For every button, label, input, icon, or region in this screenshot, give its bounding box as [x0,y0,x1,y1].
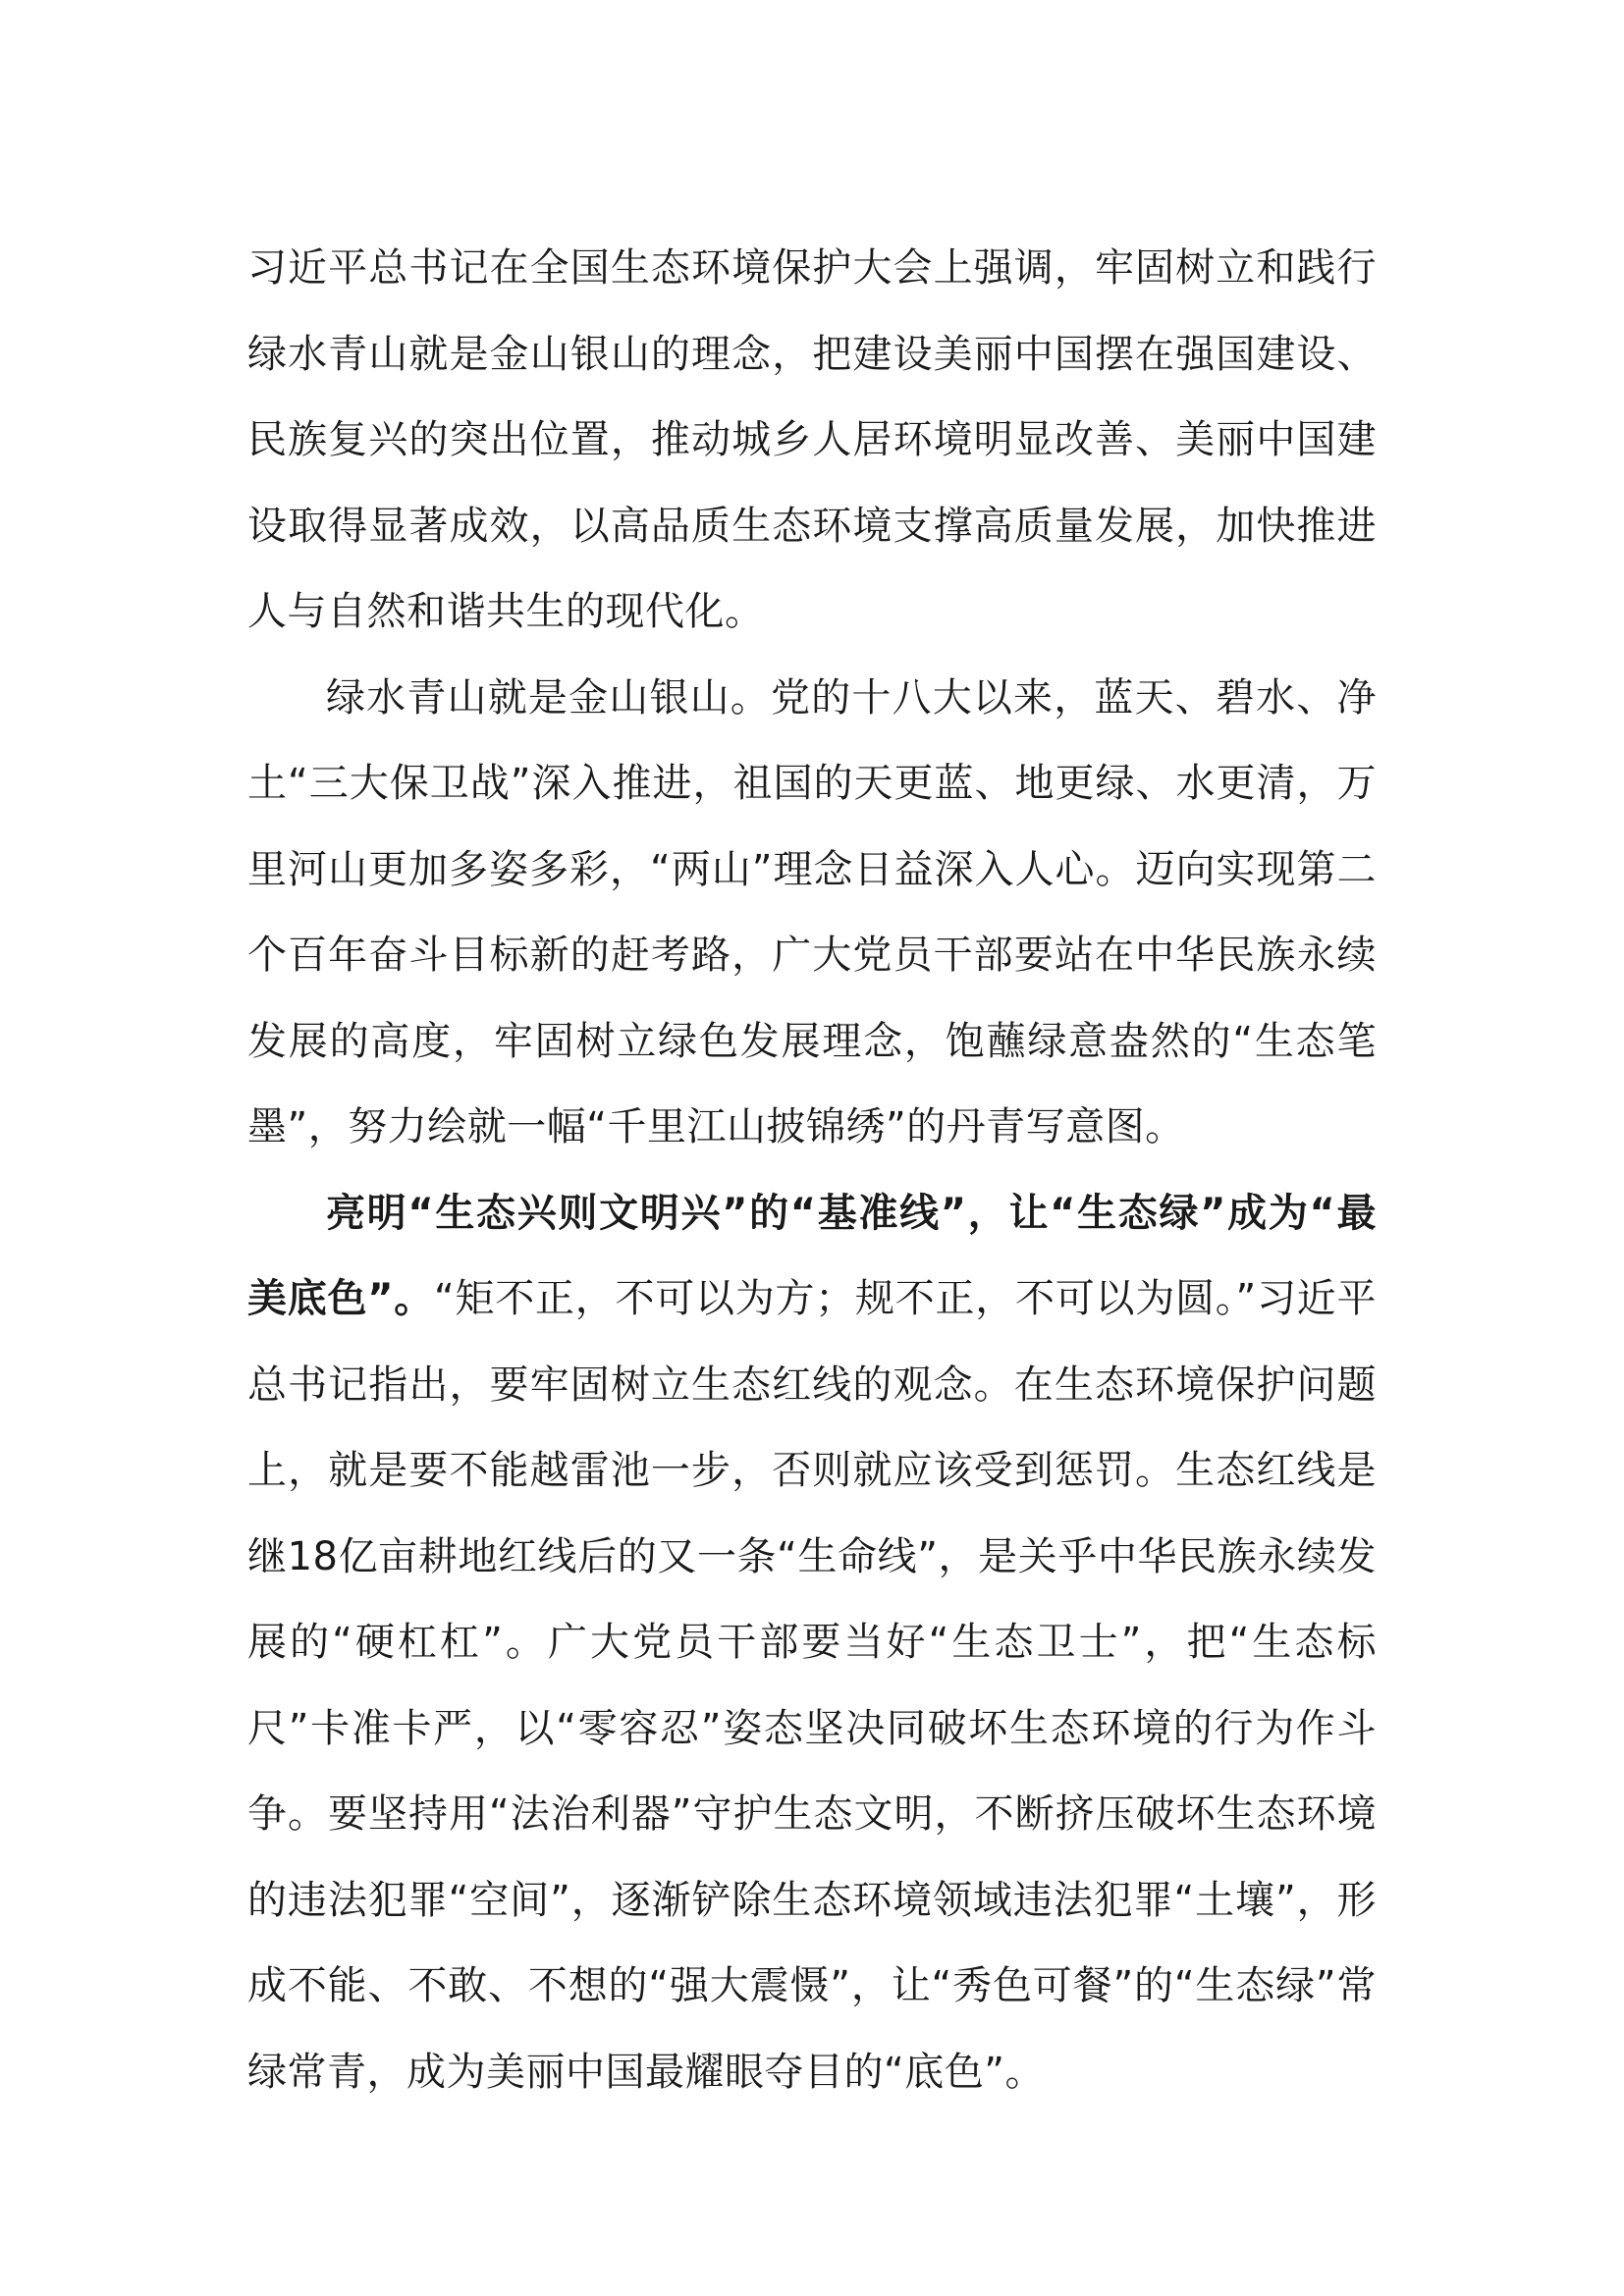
paragraph-intro [247,226,1377,656]
paragraph-green-mountains [247,656,1377,1171]
paragraph-baseline-lead: 亮明“生态兴则文明兴”的“基准线”，让“生态绿”成为“最美底色”。 [247,1190,1377,1321]
paragraph-baseline-text: “矩不正，不可以为方；规不正，不可以为圆。”习近平总书记指出，要牢固树立生态红线的观念。在生态环境保护问题上，就是要不能越雷池一步，否则就应该受到惩罚。生态红线是继18亿亩耕地红线后的又一条“生命线”，是关乎中华民族永续发展的“硬杠杠”。广大党员干部要当好“生态卫士”，把“生态标尺”卡准卡严，以“零容忍”姿态坚决同破坏生态环境的行为作斗争。要坚持用“法治利器”守护生态文明，不断挤压破坏生态环境的违法犯罪“空间”，逐渐铲除生态环境领域违法犯罪“土壤”，形成不能、不敢、不想的“强大震慑”，让“秀色可餐”的“生态绿”常绿常青，成为美丽中国最耀眼夺目的“底色”。 [247,1276,1377,2095]
paragraph-baseline [247,1171,1377,2116]
document-body [247,226,1377,2115]
paragraph-green-mountains-text: 绿水青山就是金山银山。党的十八大以来，蓝天、碧水、净土“三大保卫战”深入推进，祖国的天更蓝、地更绿、水更清，万里河山更加多姿多彩，“两山”理念日益深入人心。迈向实现第二个百年奋斗目标新的赶考路，广大党员干部要站在中华民族永续发展的高度，牢固树立绿色发展理念，饱蘸绿意盎然的“生态笔墨”，努力绘就一幅“千里江山披锦绣”的丹青写意图。 [247,674,1377,1149]
paragraph-intro-text: 习近平总书记在全国生态环境保护大会上强调，牢固树立和践行绿水青山就是金山银山的理念，把建设美丽中国摆在强国建设、民族复兴的突出位置，推动城乡人居环境明显改善、美丽中国建设取得显著成效，以高品质生态环境支撑高质量发展，加快推进人与自然和谐共生的现代化。 [247,245,1377,634]
